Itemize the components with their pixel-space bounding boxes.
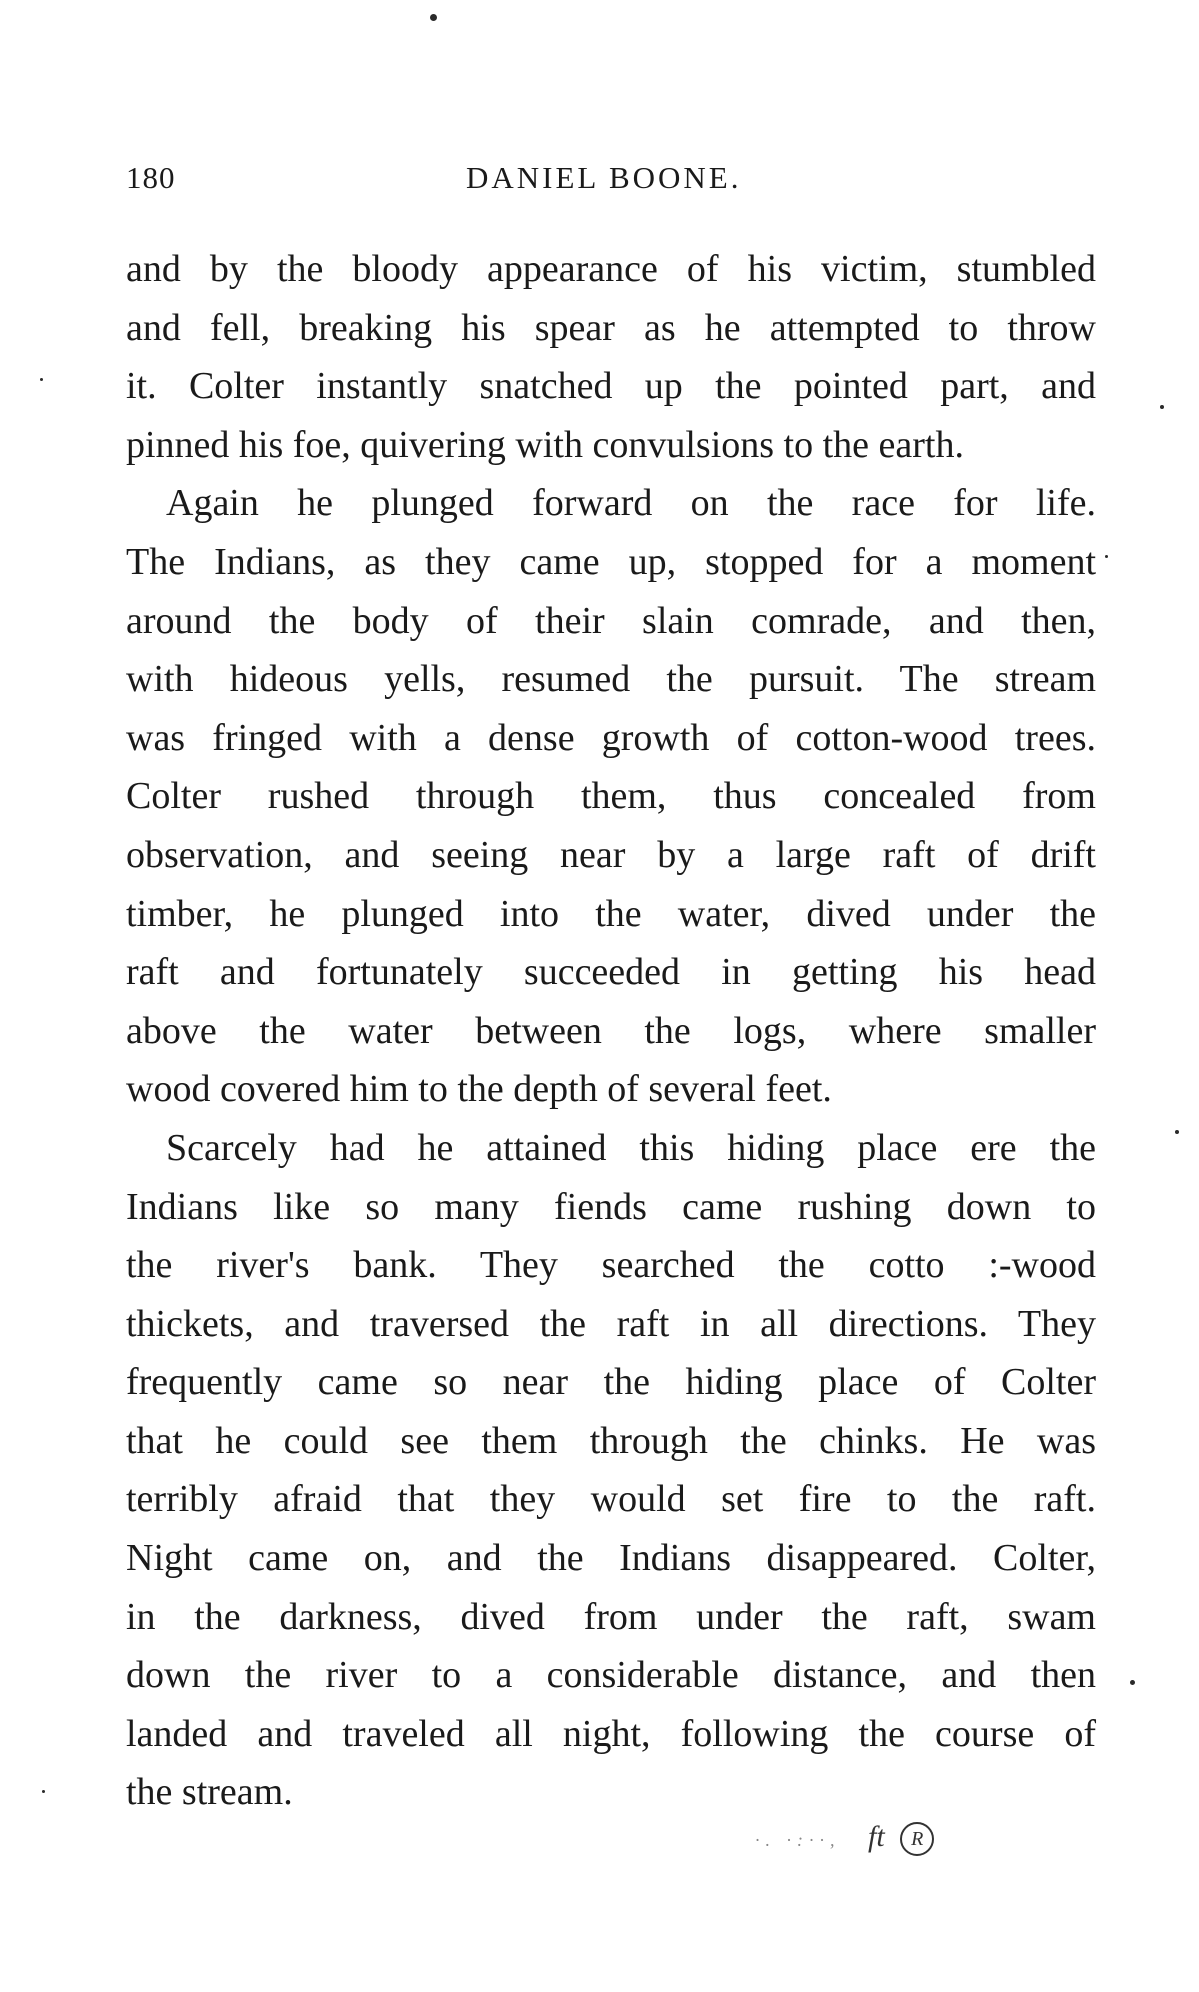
footer-marks — [755, 1820, 934, 1856]
text-line: The Indians, as they came up, stopped for a moment — [126, 540, 1096, 583]
text-line: Colter rushed through them, thus concealed from — [126, 775, 1096, 818]
text-line: observation, and seeing near by a large raft of drift — [126, 833, 1096, 876]
scan-speck — [430, 14, 437, 21]
running-head: DANIEL BOONE. — [466, 160, 742, 195]
text-line: raft and fortunately succeeded in getting his head — [126, 951, 1096, 994]
text-line: above the water between the logs, where smaller — [126, 1009, 1096, 1052]
text-line: pinned his foe, quivering with convulsions to the earth. — [126, 423, 964, 466]
text-line: the river's bank. They searched the cotto :-wood — [126, 1244, 1096, 1287]
library-mark: ft — [868, 1820, 885, 1853]
text-line: and fell, breaking his spear as he attempted to throw — [126, 306, 1096, 349]
text-line: was fringed with a dense growth of cotton-wood trees. — [126, 716, 1096, 759]
body-text — [126, 240, 1096, 1822]
text-line: and by the bloody appearance of his victim, stumbled — [126, 248, 1096, 290]
text-line: terribly afraid that they would set fire to the raft. — [126, 1478, 1096, 1521]
text-line: with hideous yells, resumed the pursuit. The stream — [126, 658, 1096, 701]
scan-speck — [1130, 1680, 1135, 1685]
text-line: it. Colter instantly snatched up the pointed part, and — [126, 365, 1096, 408]
text-line: timber, he plunged into the water, dived under the — [126, 892, 1096, 935]
text-line: landed and traveled all night, following the course of — [126, 1712, 1096, 1755]
paragraph-1 — [126, 240, 1096, 474]
scan-speck — [40, 378, 43, 381]
scan-speck — [1175, 1130, 1179, 1134]
text-line: Scarcely had he attained this hiding place ere the — [166, 1126, 1096, 1169]
page-number: 180 — [126, 160, 176, 195]
text-line: in the darkness, dived from under the raft, swam — [126, 1595, 1096, 1638]
faint-marks: ·. ·:··, — [755, 1830, 841, 1850]
registered-stamp: R — [900, 1822, 934, 1856]
paragraph-3 — [126, 1119, 1096, 1822]
scan-speck — [1105, 555, 1108, 558]
text-line: down the river to a considerable distance, and then — [126, 1654, 1096, 1697]
text-line: Night came on, and the Indians disappeared. Colter, — [126, 1537, 1096, 1580]
scan-speck — [1160, 405, 1164, 409]
text-line: around the body of their slain comrade, and then, — [126, 599, 1096, 642]
text-line: Indians like so many fiends came rushing down to — [126, 1185, 1096, 1228]
text-line: Again he plunged forward on the race for life. — [166, 482, 1096, 525]
text-line: thickets, and traversed the raft in all directions. They — [126, 1302, 1096, 1345]
text-line: that he could see them through the chinks. He was — [126, 1419, 1096, 1462]
page-header — [126, 160, 1096, 210]
text-line: frequently came so near the hiding place of Colter — [126, 1361, 1096, 1404]
text-line: the stream. — [126, 1771, 293, 1814]
scan-speck — [42, 1790, 45, 1793]
text-line: wood covered him to the depth of several feet. — [126, 1068, 832, 1111]
paragraph-2 — [126, 474, 1096, 1119]
